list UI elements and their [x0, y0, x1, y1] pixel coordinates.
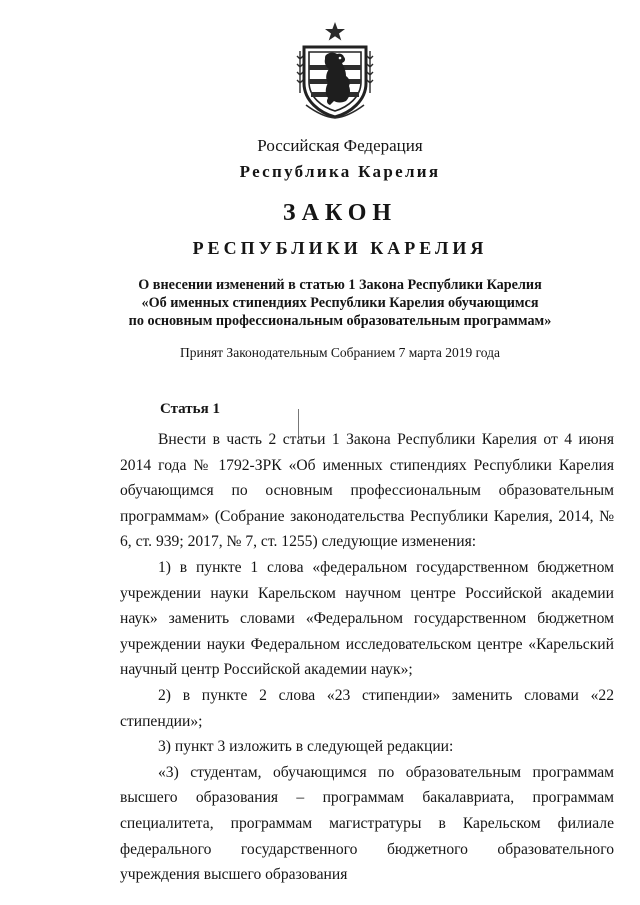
header-republic: Республика Карелия	[239, 162, 441, 181]
article-heading: Статья 1	[160, 401, 220, 417]
article-paragraph: 1) в пункте 1 слова «федеральном государственном бюджетном учреждении науки Карельском научном центре Российской академии наук» заменить словами «Федеральном государственном бюджетном учреждении науки Федеральном исследовательском центре «Карельский научный центр Российской академии наук»;	[120, 558, 614, 679]
article-paragraph: 2) в пункте 2 слова «23 стипендии» заменить словами «22 стипендии»;	[120, 686, 614, 730]
doc-type: ЗАКОН	[282, 200, 398, 226]
law-title	[0, 276, 640, 330]
header-country: Российская Федерация	[257, 136, 423, 155]
law-title-line: по основным профессиональным образовательным программам»	[128, 313, 552, 329]
article-body	[120, 427, 614, 888]
article-paragraph: Внести в часть 2 статьи 1 Закона Республики Карелия от 4 июня 2014 года № 1792-ЗРК «Об именных стипендиях Республики Карелия обучающимся по основным профессиональным образовательным программам» (Собрание законодательства Республики Карелия, 2014, № 6, ст. 939; 2017, № 7, ст. 1255) следующие изменения:	[120, 431, 614, 551]
law-title-line: «Об именных стипендиях Республики Карелия обучающимся	[141, 295, 539, 311]
karelia-coat-of-arms	[296, 21, 374, 119]
adoption-note: Принят Законодательным Собранием 7 марта 2019 года	[180, 345, 500, 360]
law-title-line: О внесении изменений в статью 1 Закона Республики Карелия	[138, 277, 542, 293]
doc-issuer: РЕСПУБЛИКИ КАРЕЛИЯ	[192, 238, 488, 258]
article-paragraph: 3) пункт 3 изложить в следующей редакции:	[158, 738, 454, 756]
article-paragraph: «3) студентам, обучающимся по образовательным программам высшего образования – программам бакалавриата, программам специалитета, программам магистратуры в Карельском филиале федерального государственного бюджетного образовательного учреждения высшего образования	[120, 763, 614, 884]
